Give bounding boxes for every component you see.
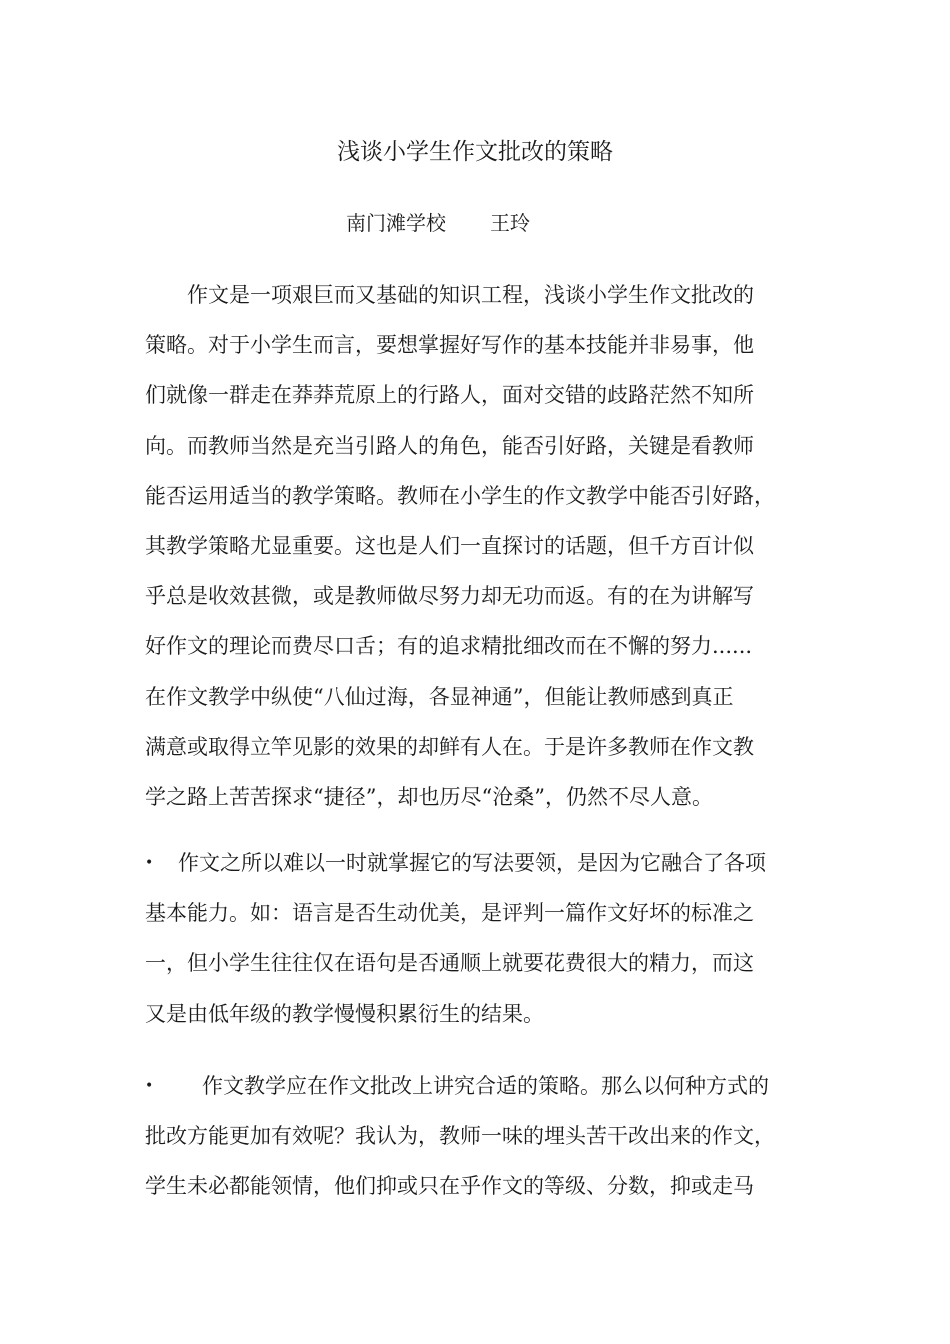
- paragraph-text: 作文是一项艰巨而又基础的知识工程，浅谈小学生作文批改的 策略。对于小学生而言，要想掌握好写作的基本技能并非易事，他 们就像一群走在莽莽荒原上的行路人，面对交错的歧路茫然不知所 向。而教师当然是充当引路人的角色，能否引好路，关键是看教师 能否运用适当的教学策略。教师在小学生的作文教学中能否引好路， 其教学策略尤显重要。这也是人们一直探讨的话题，但千方百计似 乎总是收效甚微，或是教师做尽努力却无功而返。有的在为讲解写 好作文的理论而费尽口舌；有的追求精批细改而在不懈的努力...... 在作文教学中纵使“八仙过海，各显神通”，但能让教师感到真正 满意或取得立竿见影的效果的却鲜有人在。于是许多教师在作文教 学之路上苦苦探求“捷径”，却也历尽“沧桑”，仍然不尽人意。: [145, 283, 775, 810]
- author-name: 王玲: [490, 211, 530, 235]
- bullet-marker: •: [145, 1078, 154, 1094]
- document-title: 浅谈小学生作文批改的策略: [337, 139, 613, 165]
- paragraph-bullet-1: [145, 838, 815, 1039]
- paragraph-text: 作文之所以难以一时就掌握它的写法要领，是因为它融合了各项 基本能力。如：语言是否生动优美，是评判一篇作文好坏的标准之 一，但小学生往往仅在语句是否通顺上就要花费很大的精力，而这 又是由低年级的教学慢慢积累衍生的结果。: [145, 851, 766, 1026]
- paragraph-text: 作文教学应在作文批改上讲究合适的策略。那么以何种方式的 批改方能更加有效呢？我认为，教师一味的埋头苦干改出来的作文， 学生未必都能领情，他们抑或只在乎作文的等级、分数，抑或走马: [145, 1074, 775, 1199]
- paragraph-intro: [145, 270, 815, 822]
- byline: [346, 208, 530, 238]
- bullet-marker: •: [145, 855, 154, 871]
- school-name: 南门滩学校: [346, 211, 446, 235]
- paragraph-bullet-2: [145, 1061, 815, 1212]
